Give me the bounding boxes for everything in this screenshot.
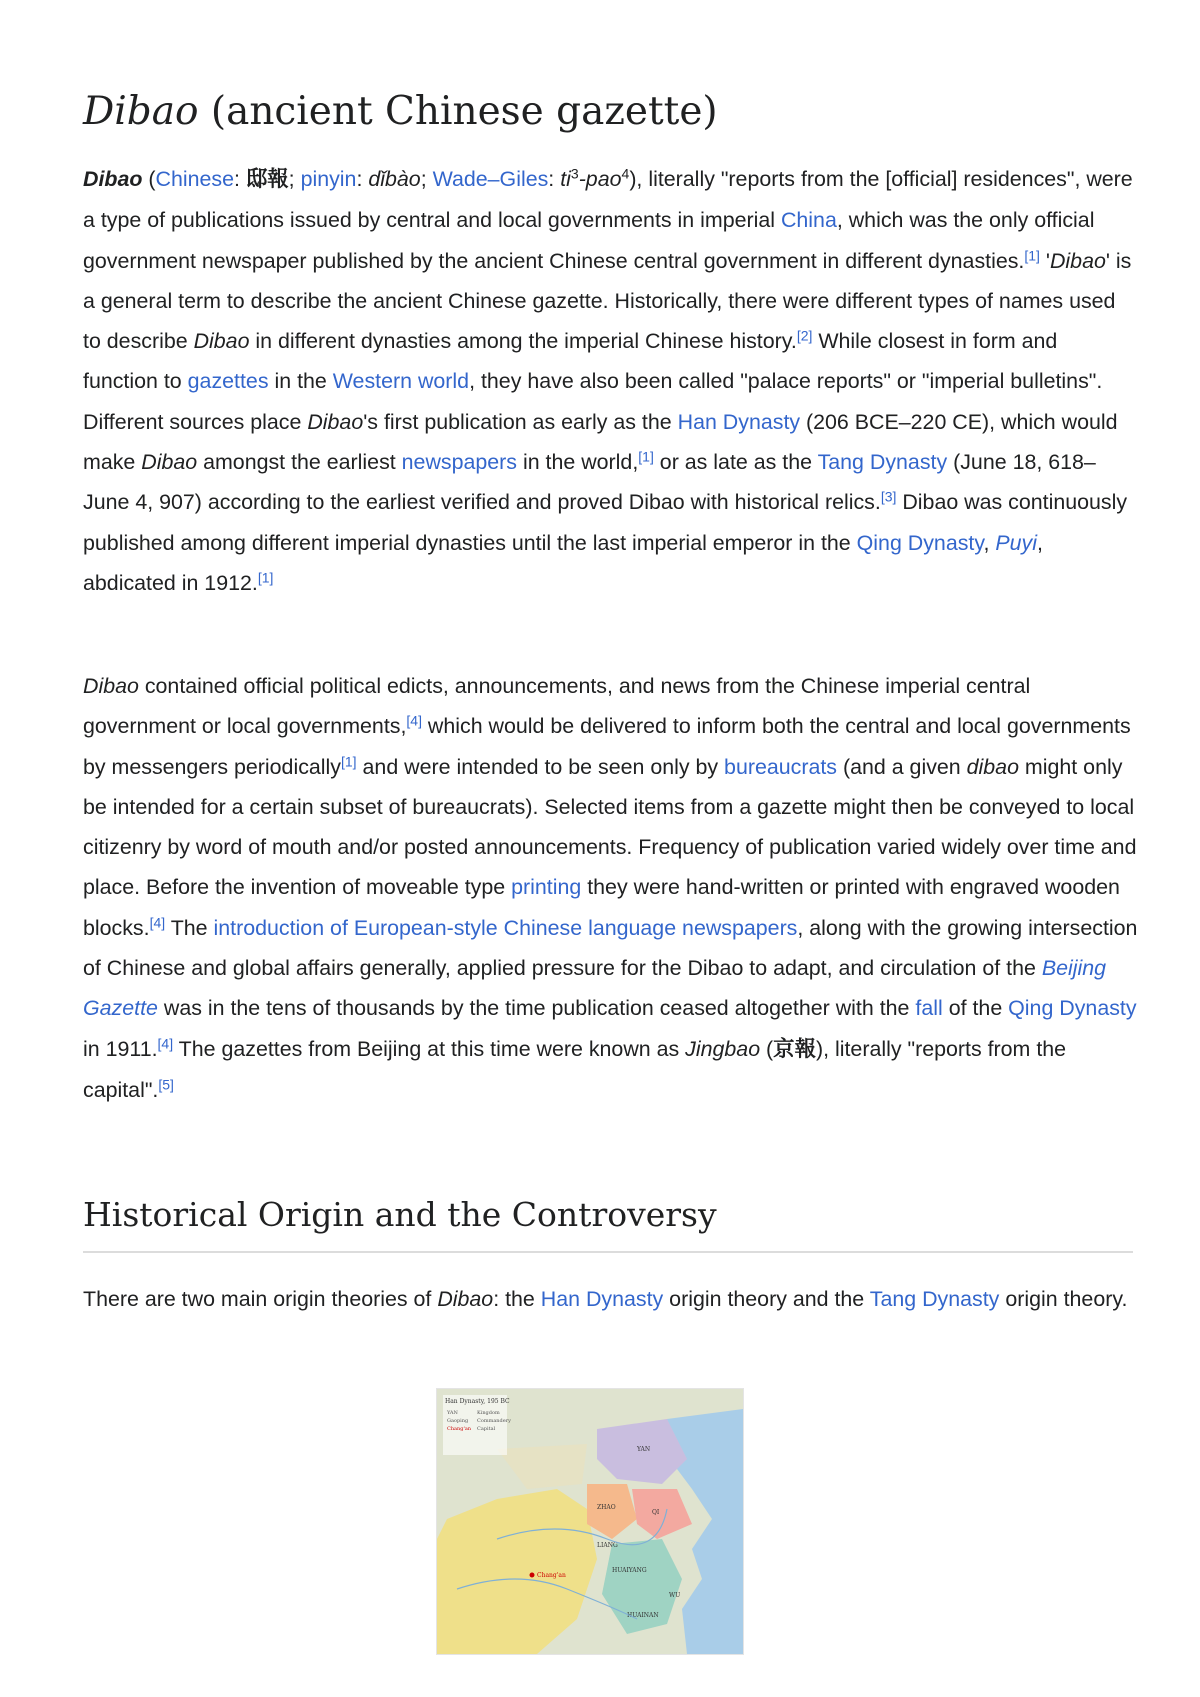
link-chinese[interactable]: Chinese (155, 167, 234, 191)
jingbao-characters: 京報 (773, 1036, 816, 1062)
map-legend-item: YAN (447, 1410, 458, 1416)
link-pinyin[interactable]: pinyin (300, 167, 357, 191)
map-legend-item: Gaoping (447, 1418, 469, 1424)
link-qing-dynasty[interactable]: Qing Dynasty (1008, 996, 1137, 1021)
map-legend-item: Chang'an (447, 1426, 472, 1432)
content-paragraph: Dibao contained official political edicts, announcements, and news from the Chinese imperial central government or local governments,[4] which would be delivered to inform both the central and local governments by messengers periodically[1] and were intended to be seen only by bureaucrats (and a given dibao might only be intended for a certain subset of bureaucrats). Selected items from a gazette might then be conveyed to local citizenry by word of mouth and/or posted announcements. Frequency of publication varied widely over time and place. Before the invention of moveable type printing they were hand-written or printed with engraved wooden blocks.[4] The introduction of European-style Chinese language newspapers, along with the growing intersection of Chinese and global affairs generally, applied pressure for the Dibao to adapt, and circulation of the Beijing Gazette was in the tens of thousands by the time publication ceased altogether with the fall of the Qing Dynasty in 1911.[4] The gazettes from Beijing at this time were known as Jingbao (京報), literally "reports from the capital".[5] (83, 674, 1138, 1102)
map-label: HUAIYANG (612, 1567, 647, 1574)
map-legend-title: Han Dynasty, 195 BC (445, 1398, 510, 1405)
link-tang-dynasty[interactable]: Tang Dynasty (869, 1287, 1000, 1311)
map-label: QI (652, 1509, 660, 1516)
reference-link[interactable]: [4] (157, 1034, 174, 1051)
link-china[interactable]: China (780, 208, 837, 233)
link-gazettes[interactable]: gazettes (187, 369, 269, 394)
link-qing-dynasty[interactable]: Qing Dynasty (856, 530, 984, 555)
link-western-world[interactable]: Western world (332, 369, 470, 394)
map-label: YAN (637, 1446, 651, 1453)
map-label: ZHAO (597, 1504, 616, 1511)
reference-link[interactable]: [1] (638, 448, 654, 465)
link-european-style-newspapers[interactable]: introduction of European-style Chinese language newspapers (213, 915, 798, 940)
pinyin-text: dǐbào (368, 167, 421, 191)
chinese-characters: 邸報 (245, 167, 289, 192)
reference-link[interactable]: [1] (257, 569, 274, 586)
intro-paragraph: Dibao (Chinese: 邸報; pinyin: dǐbào; Wade–Giles: $ti^3-pao^4$), literally "reports from the [official] residences", were a type of publications issued by central and local governments in imperial China, which was the only official government newspaper published by the ancient Chinese central government in different dynasties.[1] 'Dibao' is a general term to describe the ancient Chinese gazette. Historically, there were different types of names used to describe Dibao in different dynasties among the imperial Chinese history.[2] While closest in form and function to gazettes in the Western world, they have also been called "palace reports" or "imperial bulletins". Different sources place Dibao's first publication as early as the Han Dynasty (206 BCE–220 CE), which would make Dibao amongst the earliest newspapers in the world,[1] or as late as the Tang Dynasty (June 18, 618–June 4, 907) according to the earliest verified and proved Dibao with historical relics.[3] Dibao was continuously published among different imperial dynasties until the last imperial emperor in the Qing Dynasty, Puyi, abdicated in 1912.[1] (83, 165, 1133, 595)
reference-link[interactable]: [5] (158, 1076, 174, 1093)
map-label: WU (669, 1592, 681, 1599)
section-heading: Historical Origin and the Controversy (83, 1185, 1133, 1253)
reference-link[interactable]: [1] (341, 752, 357, 769)
map-graphic (437, 1389, 743, 1654)
map-legend-item: Kingdom (477, 1410, 500, 1416)
map-label: Chang'an (537, 1572, 566, 1579)
link-beijing-gazette[interactable]: Beijing Gazette (83, 956, 1107, 1021)
link-newspapers[interactable]: newspapers (401, 450, 517, 475)
han-dynasty-map-image[interactable] (436, 1388, 744, 1655)
map-legend-item: Capital (477, 1426, 496, 1432)
map-label: HUAINAN (627, 1612, 659, 1619)
reference-link[interactable]: [3] (880, 488, 897, 505)
section-paragraph: There are two main origin theories of Dibao: the Han Dynasty origin theory and the Tang Dynasty origin theory. (83, 1287, 1128, 1311)
link-han-dynasty[interactable]: Han Dynasty (540, 1287, 664, 1311)
reference-link[interactable]: [1] (1024, 246, 1040, 263)
link-puyi[interactable]: Puyi (995, 530, 1037, 555)
page-title: Dibao (ancient Chinese gazette) (83, 89, 718, 134)
reference-link[interactable]: [4] (149, 914, 166, 931)
map-legend-item: Commandery (477, 1418, 511, 1424)
term-dibao: Dibao (83, 167, 143, 191)
link-bureaucrats[interactable]: bureaucrats (724, 754, 838, 779)
reference-link[interactable]: [2] (796, 327, 813, 344)
link-tang-dynasty[interactable]: Tang Dynasty (817, 450, 948, 475)
link-han-dynasty[interactable]: Han Dynasty (677, 409, 801, 434)
link-fall[interactable]: fall (915, 996, 943, 1021)
map-capital-marker (530, 1573, 535, 1578)
link-printing[interactable]: printing (511, 875, 582, 900)
link-wade-giles[interactable]: Wade–Giles (432, 167, 549, 191)
map-label: LIANG (597, 1542, 618, 1549)
reference-link[interactable]: [4] (406, 712, 422, 729)
term-jingbao: Jingbao (685, 1036, 761, 1061)
